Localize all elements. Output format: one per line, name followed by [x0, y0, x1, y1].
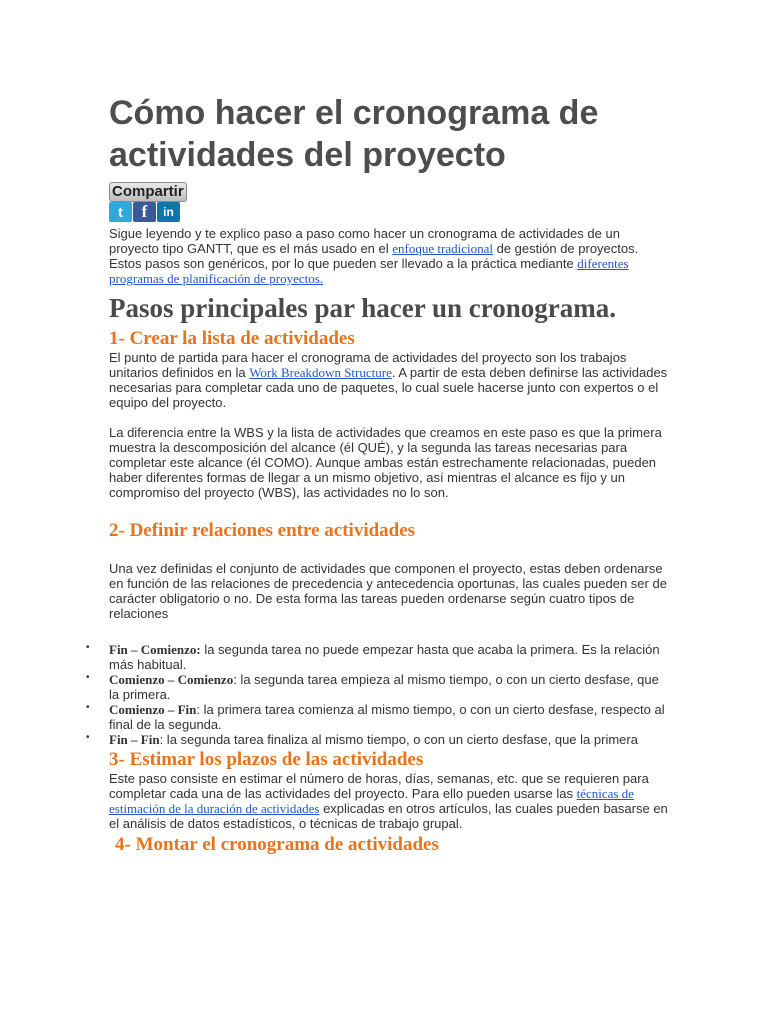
- step1-text-a: El punto de partida para hacer el cronograma de actividades del proyecto son los trabajos unitarios definidos en la: [109, 350, 627, 380]
- bullet: •: [86, 672, 90, 683]
- link-programas-planificacion[interactable]: diferentes programas de planificación de proyectos.: [109, 256, 629, 286]
- relation-term: Fin – Fin: [109, 732, 160, 747]
- step3-text-b: explicadas en otros artículos, las cuales pueden basarse en el análisis de datos estadísticos, o técnicas de trabajo grupal.: [109, 801, 668, 831]
- list-item: [86, 672, 669, 702]
- share-widget: [109, 182, 189, 228]
- link-work-breakdown-structure[interactable]: Work Breakdown Structure: [249, 365, 392, 380]
- relation-desc: : la segunda tarea finaliza al mismo tiempo, o con un cierto desfase, que la primera: [159, 732, 638, 747]
- relation-desc: : la segunda tarea empieza al mismo tiempo, o con un cierto desfase, que la primera.: [109, 672, 659, 702]
- social-buttons: [109, 202, 180, 222]
- bullet: •: [86, 732, 90, 743]
- main-heading: Pasos principales par hacer un cronograma.: [109, 293, 617, 323]
- step2-heading: 2- Definir relaciones entre actividades: [109, 520, 416, 541]
- intro-paragraph: [109, 226, 669, 286]
- intro-text-2: de gestión de proyectos. Estos pasos son genéricos, por lo que pueden ser llevado a la práctica mediante: [109, 241, 639, 271]
- relation-term: Comienzo – Fin: [109, 702, 197, 717]
- step4-heading: 4- Montar el cronograma de actividades: [115, 834, 439, 855]
- list-item: [86, 732, 669, 747]
- relation-term: Comienzo – Comienzo: [109, 672, 234, 687]
- bullet: •: [86, 702, 90, 713]
- step2-paragraph: Una vez definidas el conjunto de actividades que componen el proyecto, estas deben ordenarse en función de las relaciones de precedencia y antecedencia oportunas, las cuales pueden ser de carácter obligatorio o no. De esta forma las tareas pueden ordenarse según cuatro tipos de relaciones: [109, 561, 667, 621]
- link-enfoque-tradicional[interactable]: enfoque tradicional: [392, 241, 493, 256]
- page-title: Cómo hacer el cronograma de actividades del proyecto: [109, 94, 599, 174]
- relation-desc: : la primera tarea comienza al mismo tiempo, o con un cierto desfase, respecto al final de la segunda.: [109, 702, 665, 732]
- step3-paragraph: [109, 771, 669, 831]
- step1-paragraph-2: La diferencia entre la WBS y la lista de actividades que creamos en este paso es que la primera muestra la descomposición del alcance (él QUÉ), y la segunda las tareas necesarias para completar este alcance (él COMO). Aunque ambas están estrechamente relacionadas, pueden haber diferentes formas de llegar a un mismo objetivo, así mientras el alcance es fijo y un compromiso del proyecto (WBS), las actividades no lo son.: [109, 425, 662, 500]
- bullet: •: [86, 642, 90, 653]
- step1-paragraph-1: [109, 350, 669, 410]
- relation-term: Fin – Comienzo:: [109, 642, 201, 657]
- link-tecnicas-estimacion[interactable]: técnicas de estimación de la duración de actividades: [109, 786, 634, 816]
- document-page: [86, 92, 669, 856]
- facebook-icon[interactable]: f: [133, 202, 156, 222]
- list-item: [86, 702, 669, 732]
- share-button[interactable]: Compartir: [109, 182, 187, 202]
- relations-list: [86, 642, 669, 747]
- linkedin-icon[interactable]: in: [157, 202, 180, 222]
- step3-heading: 3- Estimar los plazos de las actividades: [109, 749, 424, 770]
- relation-desc: la segunda tarea no puede empezar hasta que acaba la primera. Es la relación más habitual.: [109, 642, 660, 672]
- list-item: [86, 642, 669, 672]
- twitter-icon[interactable]: t: [109, 202, 132, 222]
- step1-text-b: . A partir de esta deben definirse las actividades necesarias para completar cada uno de paquetes, lo cual suele hacerse junto con expertos o el equipo del proyecto.: [109, 365, 668, 410]
- step1-heading: 1- Crear la lista de actividades: [109, 328, 355, 349]
- step3-text-a: Este paso consiste en estimar el número de horas, días, semanas, etc. que se requieren para completar cada una de las actividades del proyecto. Para ello pueden usarse las: [109, 771, 649, 801]
- intro-text-1: Sigue leyendo y te explico paso a paso como hacer un cronograma de actividades de un proyecto tipo GANTT, que es el más usado en el: [109, 226, 620, 256]
